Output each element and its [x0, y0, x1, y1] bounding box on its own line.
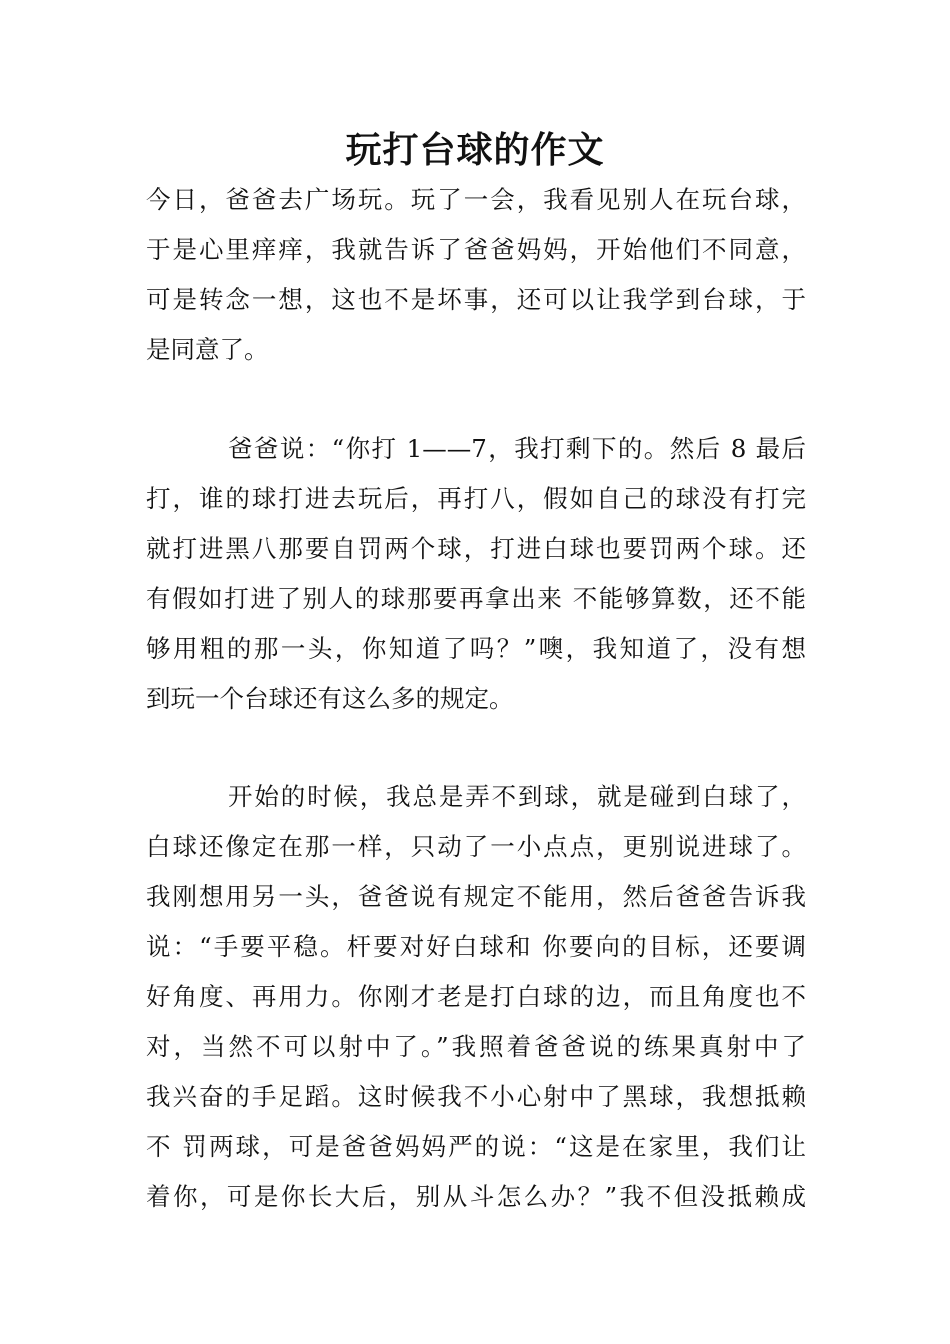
- paragraph-3-line-1: 开始的时候，我总是弄不到球，就是碰到白球了，: [228, 782, 806, 811]
- paragraph-2-line-1: 爸爸说：“你打 1——7，我打剩下的。然后 8 最后: [228, 434, 806, 463]
- paragraph-3-line-9: 着你，可是你长大后，别从斗怎么办？”我不但没抵赖成: [146, 1182, 806, 1211]
- paragraph-1-line-3: 可是转念一想，这也不是坏事，还可以让我学到台球，于: [146, 285, 806, 314]
- paragraph-3-line-3: 我刚想用另一头，爸爸说有规定不能用，然后爸爸告诉我: [146, 882, 806, 911]
- paragraph-1-line-1: 今日，爸爸去广场玩。玩了一会，我看见别人在玩台球，: [146, 185, 806, 214]
- paragraph-3-line-8: 不 罚两球，可是爸爸妈妈严的说：“这是在家里，我们让: [146, 1132, 806, 1161]
- paragraph-1-line-4: 是同意了。: [146, 335, 269, 364]
- document-title: 玩打台球的作文: [345, 130, 605, 171]
- paragraph-2-line-5: 够用粗的那一头，你知道了吗？”噢，我知道了，没有想: [146, 634, 806, 663]
- paragraph-3-line-5: 好角度、再用力。你刚才老是打白球的边，而且角度也不: [146, 982, 806, 1011]
- paragraph-2-line-2: 打，谁的球打进去玩后，再打八，假如自己的球没有打完: [146, 484, 806, 513]
- paragraph-3-line-7: 我兴奋的手足蹈。这时候我不小心射中了黑球，我想抵赖: [146, 1082, 806, 1111]
- paragraph-3-line-4: 说：“手要平稳。杆要对好白球和 你要向的目标，还要调: [146, 932, 806, 961]
- paragraph-2-line-6: 到玩一个台球还有这么多的规定。: [146, 684, 514, 713]
- paragraph-3-line-6: 对，当然不可以射中了。”我照着爸爸说的练果真射中了: [146, 1032, 806, 1061]
- paragraph-3-line-2: 白球还像定在那一样，只动了一小点点，更别说进球了。: [146, 832, 806, 861]
- paragraph-2-line-3: 就打进黑八那要自罚两个球，打进白球也要罚两个球。还: [146, 534, 806, 563]
- paragraph-1-line-2: 于是心里痒痒，我就告诉了爸爸妈妈，开始他们不同意，: [146, 235, 806, 264]
- paragraph-2-line-4: 有假如打进了别人的球那要再拿出来 不能够算数，还不能: [146, 584, 806, 613]
